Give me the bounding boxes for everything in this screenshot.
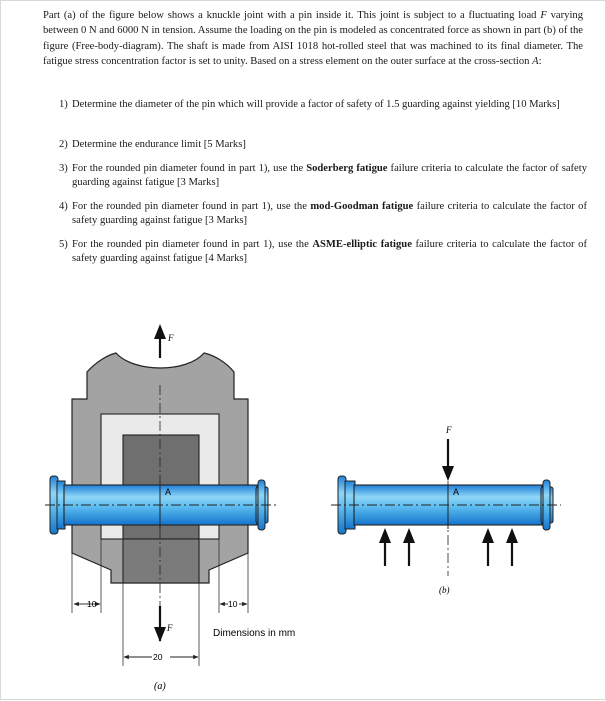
problem-intro: Part (a) of the figure below shows a knuckle joint with a pin inside it. This joint is subject to a fluctuating load F varying between 0 N and 6000 N in tension. Assume the loading on the pin is modeled as concentrated force as shown in part (b) of the figure (Free-body-diagram). The shaft is made from AISI 1018 hot-rolled steel that was machined to its final diameter. The fatigue stress concentration factor is set to unity. Based on a stress element on the outer surface at the cross-section A: bbox=[43, 10, 583, 68]
dim-10-left: 10 bbox=[87, 599, 97, 609]
section-a-label-b: A bbox=[453, 487, 460, 497]
question-2: 2) Determine the endurance limit [5 Marks] bbox=[59, 139, 246, 150]
question-3: 3) For the rounded pin diameter found in part 1), use the Soderberg fatigue failure criteria to calculate the factor of safety guarding against fatigue [3 Marks] bbox=[59, 163, 587, 188]
knuckle-joint-figure bbox=[1, 1, 606, 701]
figure-b bbox=[331, 425, 561, 595]
question-4: 4) For the rounded pin diameter found in part 1), use the mod-Goodman fatigue failure criteria to calculate the factor of safety guarding against fatigue [3 Marks] bbox=[59, 201, 587, 226]
question-5: 5) For the rounded pin diameter found in part 1), use the ASME-elliptic fatigue failure criteria to calculate the factor of safety guarding against fatigue [4 Marks] bbox=[59, 239, 587, 264]
figure-a bbox=[45, 324, 295, 692]
section-a-label-a: A bbox=[165, 487, 172, 497]
force-label-b: F bbox=[446, 425, 452, 435]
dim-10-right: 10 bbox=[228, 599, 238, 609]
force-label-top: F bbox=[168, 333, 174, 343]
caption-a: (a) bbox=[154, 681, 166, 692]
dim-20: 20 bbox=[153, 652, 163, 662]
units-note: Dimensions in mm bbox=[213, 628, 296, 639]
force-label-bottom: F bbox=[167, 623, 173, 633]
caption-b: (b) bbox=[439, 585, 450, 595]
question-1: 1) Determine the diameter of the pin which will provide a factor of safety of 1.5 guarding against yielding [10 Marks] bbox=[59, 99, 560, 110]
